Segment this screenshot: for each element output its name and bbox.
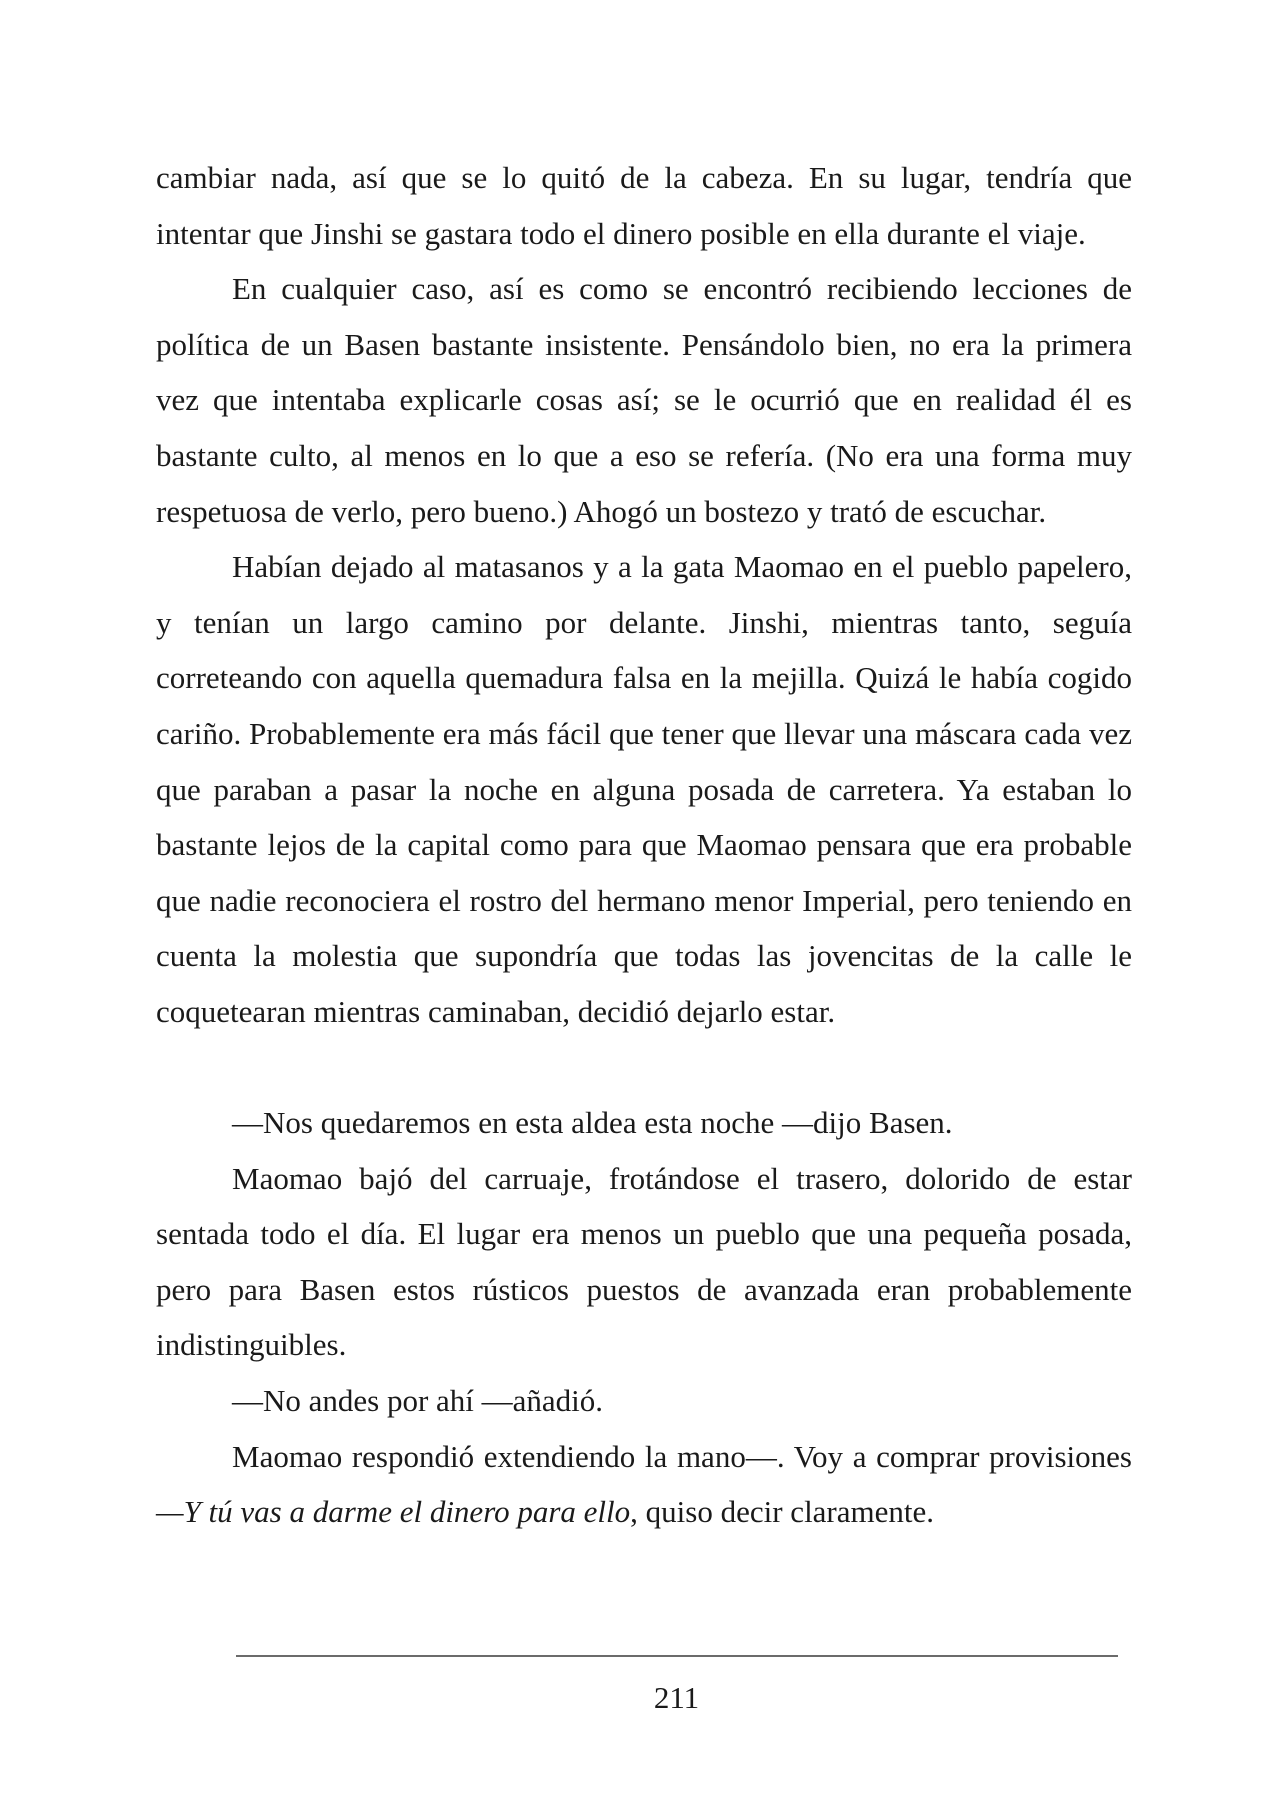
body-text [156, 150, 1132, 1540]
paragraph-4: —Nos quedaremos en esta aldea esta noche —dijo Basen. [232, 1105, 953, 1141]
paragraph-5: Maomao bajó del carruaje, frotándose el trasero, dolorido de estar sentada todo el día. El lugar era menos un pueblo que una pequeña posada, pero para Basen estos rústicos puestos de avanzada eran probablemente indistinguibles. [156, 1160, 1132, 1363]
page-number: 211 [653, 1680, 700, 1715]
paragraph-7-end: , quiso decir claramente. [630, 1494, 935, 1530]
paragraph-2: En cualquier caso, así es como se encontró recibiendo lecciones de política de un Basen bastante insistente. Pensándolo bien, no era la primera vez que intentaba explicarle cosas así; se le ocurrió que en realidad él es bastante culto, al menos en lo que a eso se refería. (No era una forma muy respetuosa de verlo, pero bueno.) Ahogó un bostezo y trató de escuchar. [156, 271, 1132, 529]
paragraph-6: —No andes por ahí —añadió. [232, 1383, 604, 1419]
paragraph-1: cambiar nada, así que se lo quitó de la cabeza. En su lugar, tendría que intentar que Jinshi se gastara todo el dinero posible en ella durante el viaje. [156, 160, 1132, 251]
paragraph-3: Habían dejado al matasanos y a la gata Maomao en el pueblo papelero, y tenían un largo camino por delante. Jinshi, mientras tanto, seguía correteando con aquella quemadura falsa en la mejilla. Quizá le había cogido cariño. Probablemente era más fácil que tener que llevar una máscara cada vez que paraban a pasar la noche en alguna posada de carretera. Ya estaban lo bastante lejos de la capital como para que Maomao pensara que era probable que nadie reconociera el rostro del hermano menor Imperial, pero teniendo en cuenta la molestia que supondría que todas las jovencitas de la calle le coquetearan mientras caminaban, decidió dejarlo estar. [156, 549, 1132, 1029]
paragraph-7 [156, 1429, 1132, 1540]
paragraph-7-italic: —Y tú vas a darme el dinero para ello [156, 1494, 631, 1530]
footer-divider [236, 1655, 1118, 1657]
paragraph-7-start: Maomao respondió extendiendo la mano—. Voy a comprar provisiones [232, 1438, 1132, 1474]
